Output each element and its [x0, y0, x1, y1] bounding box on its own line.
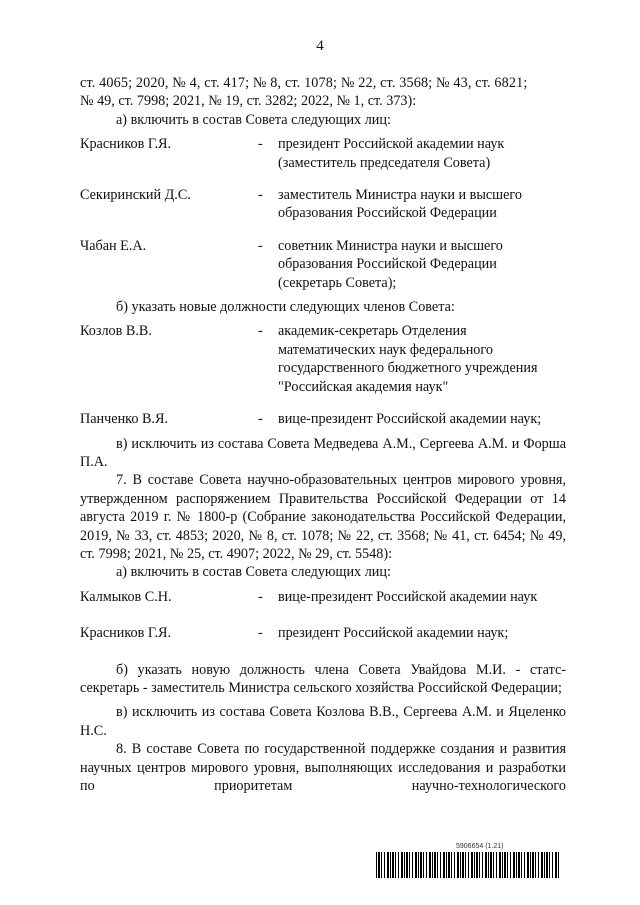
position-line: президент Российской академии наук; [278, 625, 509, 642]
position-line: "Российская академия наук" [278, 378, 449, 395]
position-line: вице-президент Российской академии наук [278, 588, 538, 605]
member-row [80, 588, 566, 606]
member-row [80, 624, 566, 642]
member-position [278, 186, 566, 223]
member-name: Калмыков С.Н. [80, 588, 172, 605]
position-line: (заместитель председателя Совета) [278, 154, 491, 171]
member-dash: - [258, 136, 263, 153]
member-dash: - [258, 411, 263, 428]
member-row [80, 410, 566, 428]
member-name: Панченко В.Я. [80, 411, 168, 428]
member-dash: - [258, 625, 263, 642]
position-line: вице-президент Российской академии наук; [278, 411, 542, 428]
position-line: заместитель Министра науки и высшего [278, 187, 522, 204]
member-name: Секиринский Д.С. [80, 187, 191, 204]
position-line: образования Российской Федерации [278, 256, 497, 273]
item-8-paragraph: 8. В составе Совета по государственной поддержке создания и развития научных центров мирового уровня, выполняющих исследования и разработки по приоритетам научно-технологического [80, 741, 566, 794]
page-number: 4 [316, 38, 324, 54]
position-line: образования Российской Федерации [278, 205, 497, 222]
section-b-new-position: б) указать новую должность члена Совета Увайдова М.И. - статс-секретарь - заместитель Министра сельского хозяйства Российской Федерации; [80, 661, 566, 696]
item-7-paragraph: 7. В составе Совета научно-образовательных центров мирового уровня, утвержденном распоряжением Правительства Российской Федерации от 14 августа 2019 г. № 1800-р (Собрание законодательства Российской Федерации, 2019, № 33, ст. 4853; 2020, № 8, ст. 1078; № 22, ст. 3568; № 41, ст. 6454; № 49, ст. 7998; 2021, № 25, ст. 4907; 2022, № 29, ст. 5548): [80, 472, 566, 562]
member-position [278, 410, 566, 428]
member-position [278, 588, 566, 606]
position-line: (секретарь Совета); [278, 274, 397, 291]
document-body [80, 74, 566, 795]
member-position [278, 237, 566, 292]
barcode [376, 852, 560, 878]
member-name: Красников Г.Я. [80, 136, 172, 153]
member-position [278, 322, 566, 396]
position-line: государственного бюджетного учреждения [278, 360, 538, 377]
member-name: Красников Г.Я. [80, 625, 172, 642]
section-b-positions: б) указать новые должности следующих членов Совета: [116, 299, 455, 316]
member-row [80, 322, 566, 396]
member-dash: - [258, 588, 263, 605]
intro-line: № 49, ст. 7998; 2021, № 19, ст. 3282; 2022, № 1, ст. 373): [80, 93, 417, 110]
member-position [278, 624, 566, 642]
member-position [278, 135, 566, 172]
member-name: Чабан Е.А. [80, 237, 147, 254]
member-row [80, 135, 566, 172]
member-name: Козлов В.В. [80, 323, 152, 340]
document-code: 5906654 (1.21) [456, 843, 504, 850]
member-row [80, 186, 566, 223]
position-line: советник Министра науки и высшего [278, 237, 503, 254]
position-line: академик-секретарь Отделения [278, 323, 467, 340]
section-a-include: а) включить в состав Совета следующих лиц: [116, 111, 391, 128]
section-v-exclude: в) исключить из состава Совета Козлова В.В., Сергеева А.М. и Яцеленко Н.С. [80, 704, 566, 739]
member-dash: - [258, 187, 263, 204]
intro-line: ст. 4065; 2020, № 4, ст. 417; № 8, ст. 1078; № 22, ст. 3568; № 43, ст. 6821; [80, 75, 528, 91]
position-line: президент Российской академии наук [278, 136, 505, 153]
member-dash: - [258, 323, 263, 340]
member-row [80, 237, 566, 292]
position-line: математических наук федерального [278, 341, 493, 358]
document-footer [376, 843, 560, 878]
section-a-include: а) включить в состав Совета следующих лиц: [116, 564, 391, 581]
member-dash: - [258, 237, 263, 254]
section-v-exclude: в) исключить из состава Совета Медведева А.М., Сергеева А.М. и Форша П.А. [80, 435, 566, 470]
